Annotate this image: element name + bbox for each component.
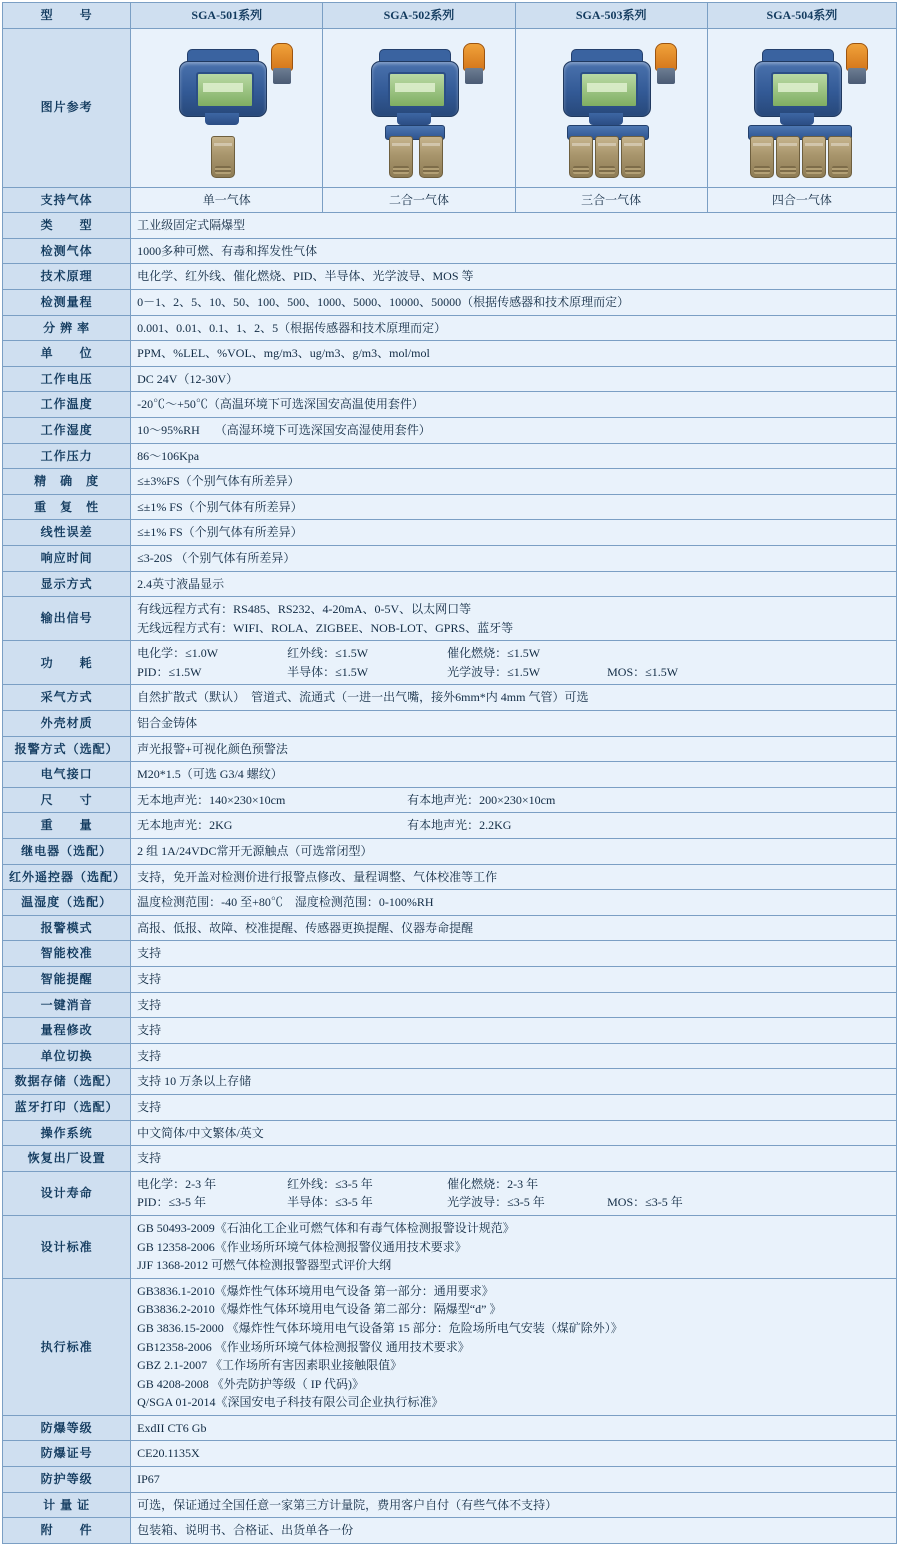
table-row-voltage: [3, 366, 897, 392]
row-value-bluetooth-print: 支持: [131, 1094, 897, 1120]
row-value-sampling: 自然扩散式（默认） 管道式、流通式（一进一出气嘴，接外6mm*内 4mm 气管）可选: [131, 685, 897, 711]
sensor-probe: [802, 136, 826, 178]
gas-support-cell-3: 三合一气体: [515, 187, 707, 213]
table-row-range: [3, 289, 897, 315]
model-cell-3: SGA-503系列: [515, 3, 707, 29]
row-label-range: 检测量程: [3, 289, 131, 315]
power-line-1: [137, 644, 890, 663]
row-label-relay: 继电器（选配）: [3, 839, 131, 865]
row-value-smart-calibration: 支持: [131, 941, 897, 967]
device-image-3: [515, 28, 707, 187]
exec-standard-line: Q/SGA 01-2014《深国安电子科技有限公司企业执行标准》: [137, 1395, 444, 1410]
design-standard-line: JJF 1368-2012 可燃气体检测报警器型式评价大纲: [137, 1258, 392, 1273]
gas-support-cell-4: 四合一气体: [707, 187, 896, 213]
exec-standard-line: GB3836.1-2010《爆炸性气体环境用电气设备 第一部分：通用要求》: [137, 1283, 494, 1298]
device-neck: [589, 113, 623, 125]
device-body: [179, 61, 267, 117]
row-value-electrical-interface: M20*1.5（可选 G3/4 螺纹）: [131, 762, 897, 788]
power-item: 半导体：≤1.5W: [287, 664, 369, 679]
power-line-2: [137, 663, 890, 682]
row-label-alarm-mode: 报警模式: [3, 915, 131, 941]
table-row-gas-support: [3, 187, 897, 213]
row-label-unit: 单 位: [3, 341, 131, 367]
device-display: [196, 72, 254, 108]
exec-standard-line: GBZ 2.1-2007 《工作场所有害因素职业接触限值》: [137, 1358, 403, 1373]
table-row-smart-reminder: [3, 967, 897, 993]
row-label-one-key-mute: 一键消音: [3, 992, 131, 1018]
lifetime-item: 光学波导：≤3-5 年: [447, 1195, 545, 1210]
table-row-data-storage: [3, 1069, 897, 1095]
row-label-output-signal: 输出信号: [3, 597, 131, 641]
table-row-factory-reset: [3, 1146, 897, 1172]
design-standard-line: GB 12358-2006《作业场所环境气体检测报警仪通用技术要求》: [137, 1239, 467, 1254]
row-value-metering-cert: 可选，保证通过全国任意一家第三方计量院，费用客户自付（有些气体不支持）: [131, 1492, 897, 1518]
row-value-ip-grade: IP67: [131, 1467, 897, 1493]
table-row-relay: [3, 839, 897, 865]
table-row-model: [3, 3, 897, 29]
device-neck: [397, 113, 431, 125]
weight-with-alarm: 有本地声光：2.2KG: [407, 818, 512, 833]
row-value-response-time: ≤3-20S （个别气体有所差异）: [131, 545, 897, 571]
row-label-type: 类 型: [3, 213, 131, 239]
table-row-electrical-interface: [3, 762, 897, 788]
device-display: [771, 72, 829, 108]
table-row-detect-gas: [3, 238, 897, 264]
row-label-accuracy: 精 确 度: [3, 469, 131, 495]
row-value-size: [131, 787, 897, 813]
row-label-ip-grade: 防护等级: [3, 1467, 131, 1493]
table-row-tech-principle: [3, 264, 897, 290]
device-display: [580, 72, 638, 108]
alarm-lamp-icon: [655, 43, 677, 71]
gas-detector-illustration-2: [335, 35, 503, 181]
sensor-probe: [211, 136, 235, 178]
row-label-temperature: 工作温度: [3, 392, 131, 418]
sensor-probe: [621, 136, 645, 178]
device-image-2: [323, 28, 515, 187]
device-neck: [780, 113, 814, 125]
row-value-ex-cert: CE20.1135X: [131, 1441, 897, 1467]
sensor-probe: [389, 136, 413, 178]
lifetime-item: 电化学：2-3 年: [137, 1176, 217, 1191]
row-value-shell-material: 铝合金铸体: [131, 711, 897, 737]
table-row-output-signal: [3, 597, 897, 641]
table-row-resolution: [3, 315, 897, 341]
sensor-probe: [419, 136, 443, 178]
row-value-range: 0－1、2、5、10、50、100、500、1000、5000、10000、50000（根据传感器和技术原理而定）: [131, 289, 897, 315]
row-label-response-time: 响应时间: [3, 545, 131, 571]
row-label-factory-reset: 恢复出厂设置: [3, 1146, 131, 1172]
row-label-bluetooth-print: 蓝牙打印（选配）: [3, 1094, 131, 1120]
weight-without-alarm: 无本地声光：2KG: [137, 818, 233, 833]
row-label-pressure: 工作压力: [3, 443, 131, 469]
model-cell-4: SGA-504系列: [707, 3, 896, 29]
lifetime-item: PID：≤3-5 年: [137, 1195, 207, 1210]
row-value-tech-principle: 电化学、红外线、催化燃烧、PID、半导体、光学波导、MOS 等: [131, 264, 897, 290]
row-value-factory-reset: 支持: [131, 1146, 897, 1172]
table-row-ip-grade: [3, 1467, 897, 1493]
table-row-unit: [3, 341, 897, 367]
exec-standard-line: GB 3836.15-2000 《爆炸性气体环境用电气设备第 15 部分：危险场所电气安装（煤矿除外）》: [137, 1320, 623, 1335]
row-value-humidity: 10～95%RH （高湿环境下可选深国安高湿使用套件）: [131, 417, 897, 443]
table-row-repeatability: [3, 494, 897, 520]
row-value-os: 中文简体/中文繁体/英文: [131, 1120, 897, 1146]
exec-standard-line: GB12358-2006 《作业场所环境气体检测报警仪 通用技术要求》: [137, 1339, 470, 1354]
row-value-unit: PPM、%LEL、%VOL、mg/m3、ug/m3、g/m3、mol/mol: [131, 341, 897, 367]
row-label-exec-standard: 执行标准: [3, 1278, 131, 1415]
row-value-weight: [131, 813, 897, 839]
output-signal-wireless: 无线远程方式有：WIFI、ROLA、ZIGBEE、NOB-LOT、GPRS、蓝牙等: [137, 620, 514, 635]
table-row-humidity: [3, 417, 897, 443]
power-item: 红外线：≤1.5W: [287, 646, 369, 661]
row-label-range-modify: 量程修改: [3, 1018, 131, 1044]
sensor-probe: [828, 136, 852, 178]
gas-detector-illustration-4: [718, 35, 886, 181]
size-without-alarm: 无本地声光：140×230×10cm: [137, 792, 286, 807]
sensor-probe: [595, 136, 619, 178]
exec-standard-line: GB 4208-2008 《外壳防护等级（ IP 代码)》: [137, 1376, 365, 1391]
table-row-os: [3, 1120, 897, 1146]
design-standard-line: GB 50493-2009《石油化工企业可燃气体和有毒气体检测报警设计规范》: [137, 1220, 515, 1235]
table-row-smart-calibration: [3, 941, 897, 967]
row-value-repeatability: ≤±1% FS（个别气体有所差异）: [131, 494, 897, 520]
lifetime-line-1: [137, 1175, 890, 1194]
row-label-weight: 重 量: [3, 813, 131, 839]
row-label-linearity: 线性误差: [3, 520, 131, 546]
lifetime-line-2: [137, 1193, 890, 1212]
table-row-image: [3, 28, 897, 187]
table-row-pressure: [3, 443, 897, 469]
lifetime-item: 红外线：≤3-5 年: [287, 1176, 373, 1191]
table-row-range-modify: [3, 1018, 897, 1044]
table-row-temperature: [3, 392, 897, 418]
row-label-smart-calibration: 智能校准: [3, 941, 131, 967]
product-spec-table: [2, 2, 897, 1544]
row-label-shell-material: 外壳材质: [3, 711, 131, 737]
table-row-display: [3, 571, 897, 597]
row-value-temperature: -20℃～+50℃（高温环境下可选深国安高温使用套件）: [131, 392, 897, 418]
device-display: [388, 72, 446, 108]
row-value-output-signal: [131, 597, 897, 641]
row-value-exec-standard: [131, 1278, 897, 1415]
row-label-temp-humidity-optional: 温湿度（选配）: [3, 890, 131, 916]
size-with-alarm: 有本地声光：200×230×10cm: [407, 792, 556, 807]
table-row-ex-grade: [3, 1415, 897, 1441]
table-row-type: [3, 213, 897, 239]
power-item: 光学波导：≤1.5W: [447, 664, 541, 679]
table-row-accuracy: [3, 469, 897, 495]
row-value-data-storage: 支持 10 万条以上存储: [131, 1069, 897, 1095]
alarm-lamp-icon: [271, 43, 293, 71]
row-label-sampling: 采气方式: [3, 685, 131, 711]
row-label-smart-reminder: 智能提醒: [3, 967, 131, 993]
row-label-metering-cert: 计 量 证: [3, 1492, 131, 1518]
row-label-ir-remote: 红外遥控器（选配）: [3, 864, 131, 890]
gas-support-cell-1: 单一气体: [131, 187, 323, 213]
table-row-ex-cert: [3, 1441, 897, 1467]
lifetime-item: 半导体：≤3-5 年: [287, 1195, 373, 1210]
row-value-resolution: 0.001、0.01、0.1、1、2、5（根据传感器和技术原理而定）: [131, 315, 897, 341]
table-row-one-key-mute: [3, 992, 897, 1018]
row-value-ir-remote: 支持，免开盖对检测价进行报警点修改、量程调整、气体校准等工作: [131, 864, 897, 890]
table-row-size: [3, 787, 897, 813]
row-label-display: 显示方式: [3, 571, 131, 597]
row-label-design-standard: 设计标准: [3, 1215, 131, 1278]
table-row-response-time: [3, 545, 897, 571]
row-label-os: 操作系统: [3, 1120, 131, 1146]
row-value-detect-gas: 1000多种可燃、有毒和挥发性气体: [131, 238, 897, 264]
row-label-repeatability: 重 复 性: [3, 494, 131, 520]
lifetime-item: 催化燃烧：2-3 年: [447, 1176, 539, 1191]
table-row-linearity: [3, 520, 897, 546]
sensor-probe: [776, 136, 800, 178]
row-label-accessories: 附 件: [3, 1518, 131, 1544]
sensor-probe: [569, 136, 593, 178]
row-value-lifetime: [131, 1171, 897, 1215]
row-value-alarm-mode-optional: 声光报警+可视化颜色预警法: [131, 736, 897, 762]
row-label-alarm-mode-optional: 报警方式（选配）: [3, 736, 131, 762]
row-value-voltage: DC 24V（12-30V）: [131, 366, 897, 392]
row-label-lifetime: 设计寿命: [3, 1171, 131, 1215]
exec-standard-line: GB3836.2-2010《爆炸性气体环境用电气设备 第二部分：隔爆型“d” 》: [137, 1302, 502, 1317]
row-value-alarm-mode: 高报、低报、故障、校准提醒、传感器更换提醒、仪器寿命提醒: [131, 915, 897, 941]
power-item: 电化学：≤1.0W: [137, 646, 219, 661]
row-label-ex-cert: 防爆证号: [3, 1441, 131, 1467]
row-value-range-modify: 支持: [131, 1018, 897, 1044]
table-row-temp-humidity-optional: [3, 890, 897, 916]
row-value-one-key-mute: 支持: [131, 992, 897, 1018]
row-value-temp-humidity-optional: 温度检测范围：-40 至+80℃ 湿度检测范围：0-100%RH: [131, 890, 897, 916]
row-value-pressure: 86～106Kpa: [131, 443, 897, 469]
table-row-lifetime: [3, 1171, 897, 1215]
row-value-power: [131, 641, 897, 685]
row-label-image: 图片参考: [3, 28, 131, 187]
alarm-lamp-icon: [846, 43, 868, 71]
table-row-alarm-mode-optional: [3, 736, 897, 762]
device-image-4: [707, 28, 896, 187]
power-item: PID：≤1.5W: [137, 664, 202, 679]
table-row-alarm-mode: [3, 915, 897, 941]
row-label-detect-gas: 检测气体: [3, 238, 131, 264]
lifetime-item: MOS：≤3-5 年: [607, 1195, 683, 1210]
row-label-model: 型 号: [3, 3, 131, 29]
row-value-smart-reminder: 支持: [131, 967, 897, 993]
row-value-linearity: ≤±1% FS（个别气体有所差异）: [131, 520, 897, 546]
row-value-unit-switch: 支持: [131, 1043, 897, 1069]
device-body: [563, 61, 651, 117]
table-row-metering-cert: [3, 1492, 897, 1518]
row-label-size: 尺 寸: [3, 787, 131, 813]
table-row-bluetooth-print: [3, 1094, 897, 1120]
row-label-ex-grade: 防爆等级: [3, 1415, 131, 1441]
row-value-display: 2.4英寸液晶显示: [131, 571, 897, 597]
table-row-shell-material: [3, 711, 897, 737]
model-cell-2: SGA-502系列: [323, 3, 515, 29]
row-label-humidity: 工作湿度: [3, 417, 131, 443]
alarm-lamp-icon: [463, 43, 485, 71]
power-item: 催化燃烧：≤1.5W: [447, 646, 541, 661]
row-label-tech-principle: 技术原理: [3, 264, 131, 290]
table-row-power: [3, 641, 897, 685]
row-label-gas-support: 支持气体: [3, 187, 131, 213]
row-label-power: 功 耗: [3, 641, 131, 685]
table-row-sampling: [3, 685, 897, 711]
gas-detector-illustration-1: [143, 35, 311, 181]
row-value-type: 工业级固定式隔爆型: [131, 213, 897, 239]
table-row-unit-switch: [3, 1043, 897, 1069]
row-label-data-storage: 数据存储（选配）: [3, 1069, 131, 1095]
table-row-ir-remote: [3, 864, 897, 890]
power-item: MOS：≤1.5W: [607, 664, 679, 679]
row-label-voltage: 工作电压: [3, 366, 131, 392]
table-row-design-standard: [3, 1215, 897, 1278]
row-label-electrical-interface: 电气接口: [3, 762, 131, 788]
row-value-ex-grade: ExdII CT6 Gb: [131, 1415, 897, 1441]
device-body: [371, 61, 459, 117]
table-row-weight: [3, 813, 897, 839]
table-row-accessories: [3, 1518, 897, 1544]
device-neck: [205, 113, 239, 125]
row-value-design-standard: [131, 1215, 897, 1278]
sensor-probe: [750, 136, 774, 178]
table-row-exec-standard: [3, 1278, 897, 1415]
gas-support-cell-2: 二合一气体: [323, 187, 515, 213]
row-value-accuracy: ≤±3%FS（个别气体有所差异）: [131, 469, 897, 495]
row-value-relay: 2 组 1A/24VDC常开无源触点（可选常闭型）: [131, 839, 897, 865]
row-label-unit-switch: 单位切换: [3, 1043, 131, 1069]
output-signal-wired: 有线远程方式有：RS485、RS232、4-20mA、0-5V、以太网口等: [137, 602, 472, 617]
device-body: [754, 61, 842, 117]
gas-detector-illustration-3: [527, 35, 695, 181]
row-value-accessories: 包装箱、说明书、合格证、出货单各一份: [131, 1518, 897, 1544]
device-image-1: [131, 28, 323, 187]
row-label-resolution: 分 辨 率: [3, 315, 131, 341]
model-cell-1: SGA-501系列: [131, 3, 323, 29]
